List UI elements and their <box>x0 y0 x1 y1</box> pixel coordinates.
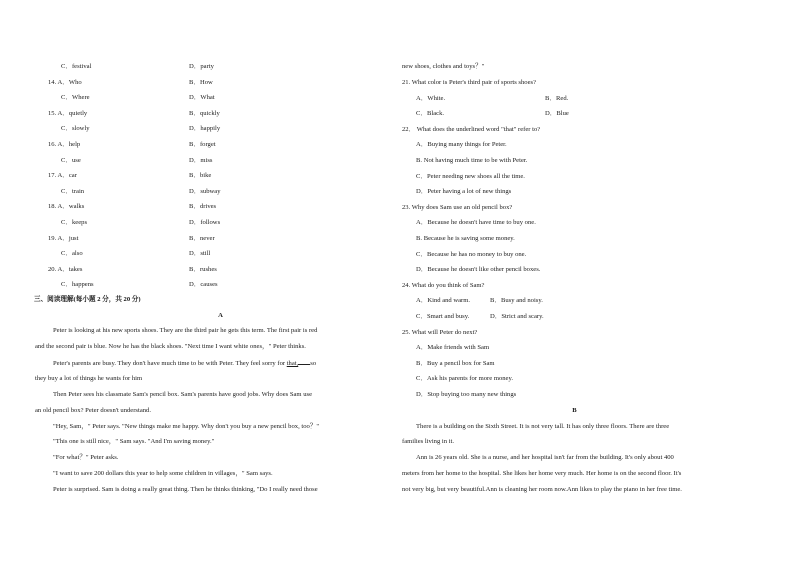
option-right: D．follows <box>189 219 221 226</box>
answer-option: D．Blue <box>545 110 569 118</box>
option-right: B．drives <box>189 203 217 211</box>
answer-option: B．Buy a pencil box for Sam <box>416 359 495 367</box>
option-left: 18. A．walks <box>48 203 85 211</box>
answer-option: C．Because he has no money to buy one. <box>416 250 527 258</box>
blank-line <box>298 358 310 365</box>
passage-a-line-4: they buy a lot of things he wants for him <box>35 375 143 382</box>
option-right: D．happily <box>189 125 221 133</box>
option-left: 15. A．quietly <box>48 109 88 117</box>
option-right: D．What <box>189 94 215 102</box>
question-stem: 23. Why does Sam use an old pencil box? <box>402 203 513 211</box>
answer-option: A．Make friends with Sam <box>416 344 490 352</box>
answer-option: D．Peter having a lot of new things <box>416 188 512 196</box>
passage-a-line-3 <box>53 358 316 368</box>
passage-a-line-11: Peter is surprised. Sam is doing a really great thing. Then he thinks thinking, "Do I really need those <box>53 486 318 493</box>
question-stem: 21. What color is Peter's third pair of sports shoes? <box>402 79 537 86</box>
passage-b-line-4: meters from her home to the hospital. She likes her home very much. Her home is on the second floor. It's <box>402 470 682 477</box>
underlined-that: that, <box>286 360 299 367</box>
passage-a-line-2: and the second pair is blue. Now he has the black shoes. "Next time I want white ones，" Peter thinks. <box>35 343 306 350</box>
passage-b-line-3: Ann is 26 years old. She is a nurse, and her hospital isn't far from the building. It's only about 400 <box>416 454 674 461</box>
option-left: 17. A．car <box>48 172 77 180</box>
passage-a-line-5: Then Peter sees his classmate Sam's pencil box. Sam's parents have good jobs. Why does Sam use <box>53 391 312 398</box>
passage-a-line-8: "This one is still nice，" Sam says. "And I'm saving money." <box>53 438 215 445</box>
option-left: C．also <box>61 250 83 258</box>
option-left: C．keeps <box>61 219 88 226</box>
option-left: C．festival <box>61 63 92 70</box>
answer-option: A．White. <box>416 94 446 102</box>
option-left: 16. A．help <box>48 141 81 148</box>
option-right: B．quickly <box>189 109 220 117</box>
after-that-text: so <box>310 360 317 367</box>
option-left: 14. A．Who <box>48 78 82 86</box>
option-right: D．subway <box>189 187 221 195</box>
option-left: C．Where <box>61 94 90 102</box>
question-stem: 25. What will Peter do next? <box>402 328 478 336</box>
passage-b-line-1: There is a building on the Sixth Street. It is not very tall. It has only three floors. There are three <box>416 423 670 430</box>
question-stem: 24. What do you think of Sam? <box>402 281 485 289</box>
section-heading: 三、阅读理解(每小题 2 分，共 20 分) <box>34 296 141 303</box>
question-stem: 22． What does the underlined word "that" refer to? <box>402 125 541 133</box>
passage-b-line-5: not very big, but very beautiful.Ann is cleaning her room now.Ann likes to play the piano in her free time. <box>402 486 682 493</box>
answer-option: B. Not having much time to be with Peter. <box>416 157 528 164</box>
option-left: C．use <box>61 156 81 164</box>
passage-a-line-9: "For what？" Peter asks. <box>53 454 119 461</box>
answer-option: D．Because he doesn't like other pencil boxes. <box>416 266 541 274</box>
option-left: C．happens <box>61 281 94 289</box>
passage-a-line-1: Peter is looking at his new sports shoes. They are the third pair he gets this term. The first pair is red <box>53 327 318 334</box>
answer-option: A．Because he doesn't have time to buy one. <box>416 219 536 227</box>
answer-option: B. Because he is saving some money. <box>416 235 515 242</box>
answer-option: A．Kind and warm. <box>416 297 471 305</box>
answer-option: A．Buying many things for Peter. <box>416 141 507 149</box>
carry-over-line: new shoes, clothes and toys？" <box>402 63 485 70</box>
option-right: D．miss <box>189 156 213 164</box>
passage-b-title: B <box>572 407 577 414</box>
option-right: B．rushes <box>189 265 217 273</box>
passage-a-line-3-text: Peter's parents are busy. They don't have much time to be with Peter. They feel sorry for <box>53 360 287 367</box>
option-right: B．forget <box>189 141 216 148</box>
option-left: C．train <box>61 187 85 195</box>
passage-a-line-6: an old pencil box? Peter doesn't understand. <box>35 407 151 414</box>
option-right: B．How <box>189 78 213 86</box>
option-right: B．never <box>189 234 215 242</box>
option-right: B．bike <box>189 172 212 180</box>
passage-b-line-2: families living in it. <box>402 438 455 445</box>
answer-option: C．Ask his parents for more money. <box>416 375 513 383</box>
passage-a-line-7: "Hey, Sam，" Peter says. "New things make me happy. Why don't you buy a new pencil box, too？" <box>53 423 320 430</box>
answer-option: B．Busy and noisy. <box>490 297 543 305</box>
answer-option: D．Stop buying too many new things <box>416 391 517 398</box>
option-left: 20. A．takes <box>48 265 83 273</box>
answer-option: C．Black. <box>416 110 445 118</box>
answer-option: C．Smart and busy. <box>416 313 470 320</box>
option-right: D．still <box>189 250 211 258</box>
option-left: C．slowly <box>61 125 90 133</box>
option-right: D．causes <box>189 281 218 289</box>
option-left: 19. A．just <box>48 234 79 242</box>
passage-a-line-10: "I want to save 200 dollars this year to help some children in villages，" Sam says. <box>53 470 273 477</box>
passage-a-title: A <box>218 312 223 319</box>
answer-option: B．Red. <box>545 94 569 102</box>
option-right: D．party <box>189 63 214 70</box>
answer-option: D．Strict and scary. <box>490 313 544 320</box>
answer-option: C．Peter needing new shoes all the time. <box>416 172 525 180</box>
